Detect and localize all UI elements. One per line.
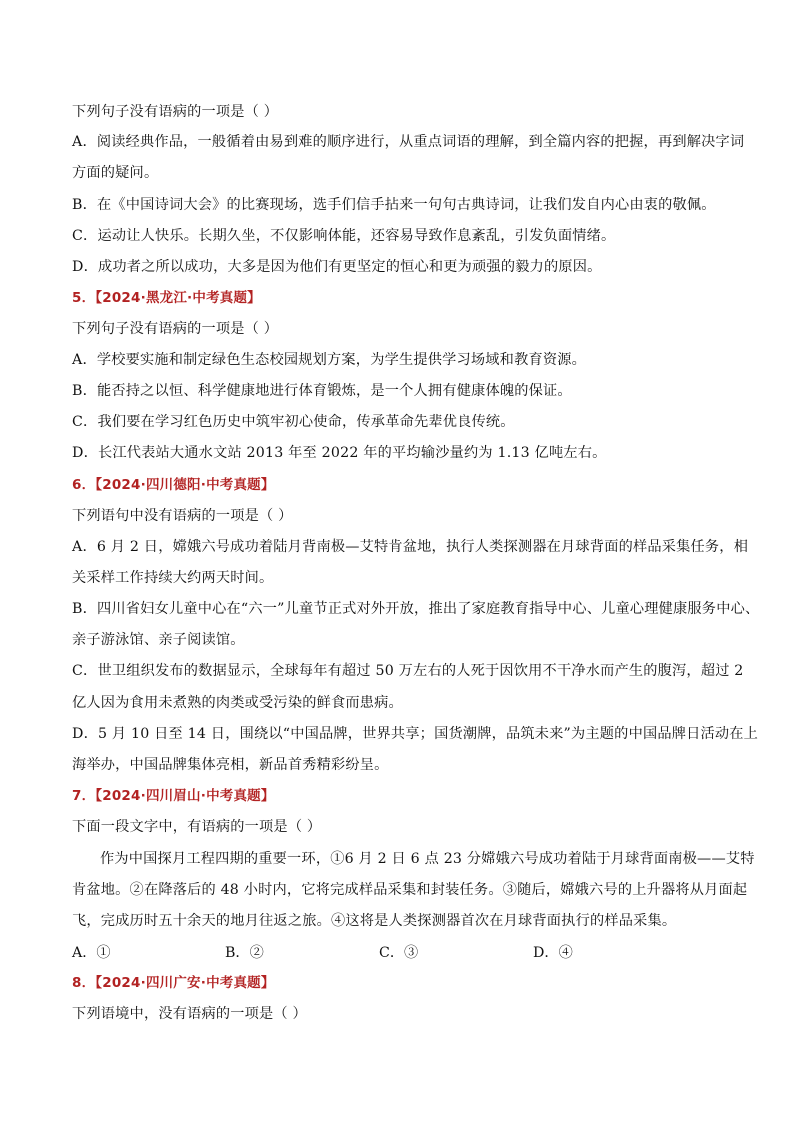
q7-source: 【2024·四川眉山·中考真题】 [95,788,275,804]
q6-option-c-line1: C．世卫组织发布的数据显示，全球每年有超过 50 万左右的人死于因饮用不干净水而产生的腹泻，超过 2 [72,663,744,679]
q7-options [72,943,732,963]
q4-option-a-line1: A．阅读经典作品，一般循着由易到难的顺序进行，从重点词语的理解，到全篇内容的把握，再到解决字词 [72,134,745,150]
q6-stem: 下列语句中没有语病的一项是（ ） [72,508,293,524]
q5-number: 5． [72,290,96,306]
q4-stem: 下列句子没有语病的一项是（ ） [72,104,279,120]
q6-option-b-line1: B．四川省妇女儿童中心在“六一”儿童节正式对外开放，推出了家庭教育指导中心、儿童心理健康服务中心、 [72,601,760,617]
q6-heading [72,475,732,495]
q5-option-b: B．能否持之以恒、科学健康地进行体育锻炼，是一个人拥有健康体魄的保证。 [72,383,572,399]
q7-heading [72,786,732,806]
q8-stem: 下列语境中，没有语病的一项是（ ） [72,1006,307,1022]
q7-passage-line3: 飞，完成历时五十余天的地月往返之旅。④这将是人类探测器首次在月球背面执行的样品采集。 [72,913,677,929]
q5-option-a: A．学校要实施和制定绿色生态校园规划方案，为学生提供学习场域和教育资源。 [72,352,587,368]
q7-stem: 下面一段文字中，有语病的一项是（ ） [72,819,322,835]
q7-passage-line1: 作为中国探月工程四期的重要一环，①6 月 2 日 6 点 23 分嫦娥六号成功着陆于月球背面南极——艾特 [100,851,755,867]
q7-option-d: D．④ [533,945,573,961]
q7-option-a: A．① [72,945,111,961]
q6-option-d-line1: D．5 月 10 日至 14 日，围绕以“中国品牌，世界共享；国货潮牌，品筑未来”为主题的中国品牌日活动在上 [72,726,759,742]
q5-stem: 下列句子没有语病的一项是（ ） [72,321,279,337]
q6-number: 6． [72,477,96,493]
q7-option-c: C．③ [379,945,419,961]
q6-source: 【2024·四川德阳·中考真题】 [95,477,275,493]
q6-option-a-line1: A．6 月 2 日，嫦娥六号成功着陆月背南极—艾特肯盆地，执行人类探测器在月球背面的样品采集任务，相 [72,539,749,555]
q4-option-a-line2: 方面的疑问。 [72,165,159,181]
q5-option-c: C．我们要在学习红色历史中筑牢初心使命，传承革命先辈优良传统。 [72,414,515,430]
q5-option-d: D．长江代表站大通水文站 2013 年至 2022 年的平均输沙量约为 1.13 亿吨左右。 [72,445,607,461]
q6-option-c-line2: 亿人因为食用未煮熟的肉类或受污染的鲜食而患病。 [72,695,403,711]
q8-source: 【2024·四川广安·中考真题】 [95,975,275,991]
q4-option-c: C．运动让人快乐。长期久坐，不仅影响体能，还容易导致作息紊乱，引发负面情绪。 [72,228,616,244]
q7-number: 7． [72,788,96,804]
q5-heading [72,288,732,308]
q5-source: 【2024·黑龙江·中考真题】 [95,290,261,306]
q7-option-b: B．② [225,945,264,961]
q4-option-b: B．在《中国诗词大会》的比赛现场，选手们信手拈来一句句古典诗词，让我们发自内心由衷的敬佩。 [72,197,716,213]
q6-option-a-line2: 关采样工作持续大约两天时间。 [72,570,274,586]
q8-heading [72,973,732,993]
q8-number: 8． [72,975,96,991]
q4-option-d: D．成功者之所以成功，大多是因为他们有更坚定的恒心和更为顽强的毅力的原因。 [72,259,602,275]
q6-option-d-line2: 海举办，中国品牌集体亮相，新品首秀精彩纷呈。 [72,757,389,773]
q6-option-b-line2: 亲子游泳馆、亲子阅读馆。 [72,632,245,648]
q7-passage-line2: 肯盆地。②在降落后的 48 小时内，它将完成样品采集和封装任务。③随后，嫦娥六号的上升器将从月面起 [72,882,748,898]
